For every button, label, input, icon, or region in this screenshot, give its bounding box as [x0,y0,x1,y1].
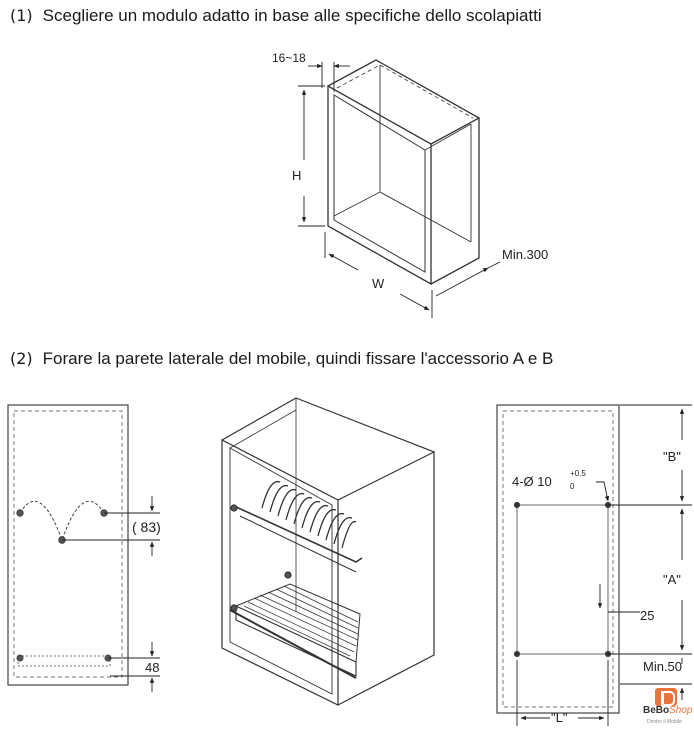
logo-mark-icon [655,688,677,706]
holes-label: 4-Ø 10 [512,474,552,489]
dim-l-label: "L" [551,710,568,725]
logo-brand: BeBo [643,705,670,716]
side-panel-drawing [8,405,128,685]
drilling-layout-drawing [497,405,619,713]
width-label: W [372,276,385,291]
step2-number: (2) [10,349,33,368]
cabinet-box-drawing [328,60,479,284]
cabinet-dimension-labels [272,51,548,291]
tolerance-plus-label: +0.5 [570,469,586,478]
bottom-offset-label: 48 [145,660,160,675]
min-50-label: Min.50 [643,659,683,674]
dim-a-label: "A" [663,572,681,587]
dim-b-label: "B" [663,449,681,464]
step2-text: Forare la parete laterale del mobile, quindi fissare l'accessorio A e B [42,349,554,368]
thickness-label: 16~18 [272,51,306,65]
dish-rack-cabinet-drawing [222,398,434,705]
step1-text: Scegliere un modulo adatto in base alle specifiche dello scolapiatti [42,6,542,25]
logo-shop: Shop [669,705,693,716]
step1-number: (1) [10,6,33,25]
offset-25-label: 25 [640,608,655,623]
tolerance-zero-label: 0 [570,482,575,491]
bracket-spacing-label: ( 83) [132,519,161,535]
logo-tagline: Dentro il Mobile [647,719,682,725]
depth-label: Min.300 [502,247,549,262]
side-panel-labels [132,519,161,675]
bebo-shop-logo [643,688,693,738]
height-label: H [292,168,302,183]
